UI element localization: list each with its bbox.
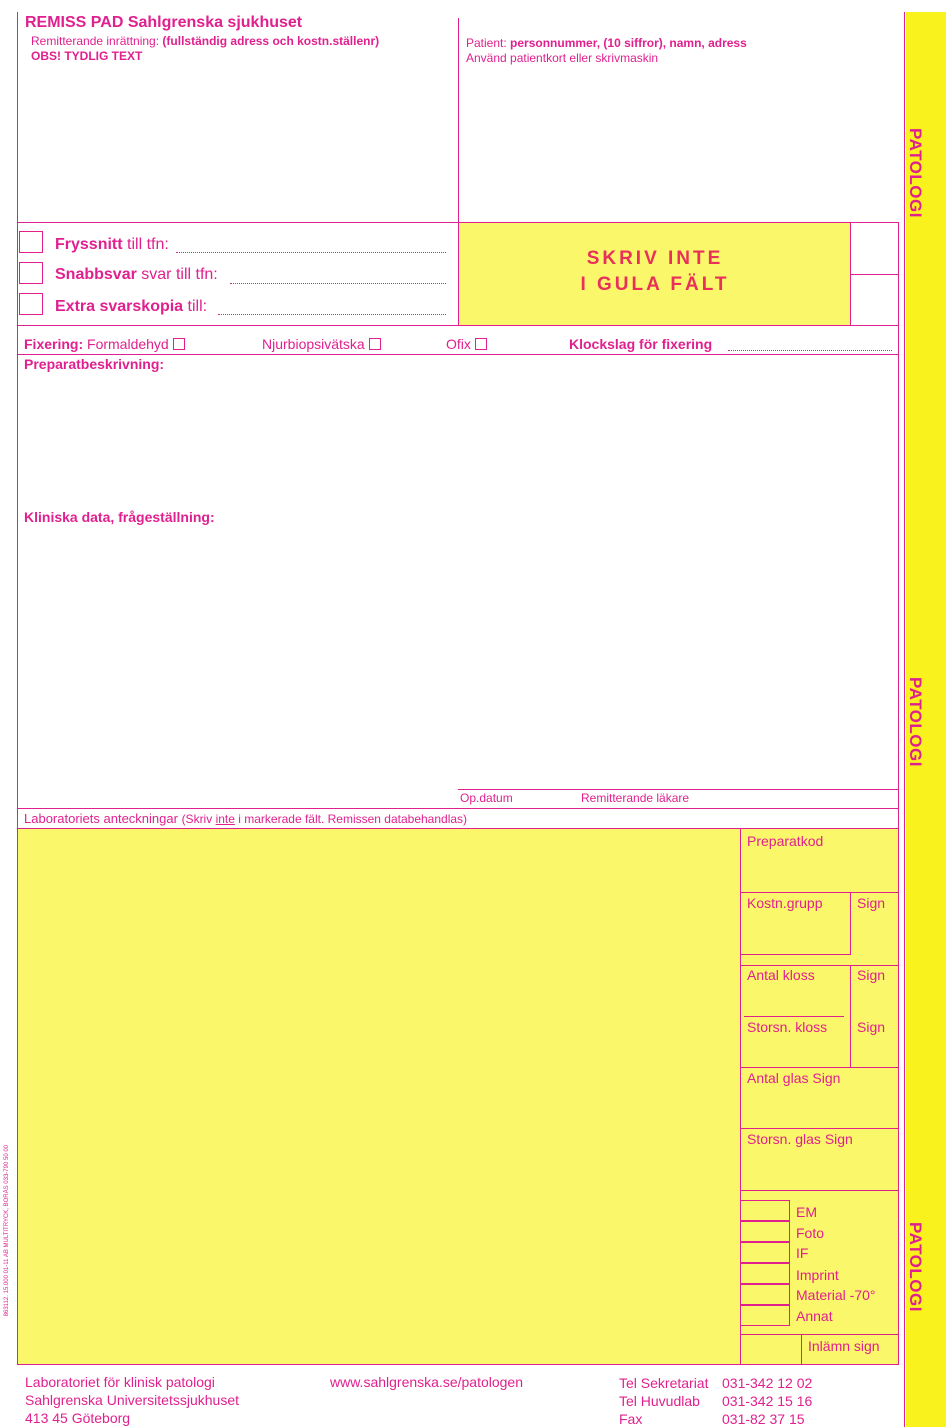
inlamn-divider [801, 1334, 802, 1365]
storsn-kloss-label: Storsn. kloss [747, 1019, 828, 1035]
side-label-bottom: PATOLOGI [906, 1222, 925, 1312]
patient-label-line [466, 36, 747, 50]
kostn-label: Kostn.grupp [747, 895, 823, 911]
storsn-glas-label: Storsn. glas Sign [747, 1131, 853, 1147]
opdatum-label: Op.datum [460, 791, 513, 805]
ofix-checkbox[interactable] [475, 338, 487, 350]
form-title: REMISS PAD Sahlgrenska sjukhuset [25, 14, 303, 31]
imprint-checkbox[interactable] [740, 1263, 790, 1284]
em-label: EM [796, 1204, 817, 1220]
njur-row [262, 336, 381, 352]
extra-checkbox[interactable] [19, 293, 43, 315]
foto-label: Foto [796, 1225, 825, 1241]
lakare-label: Remitterande läkare [581, 791, 690, 805]
formaldehyd-checkbox[interactable] [173, 338, 185, 350]
lab-note-underline: inte [215, 812, 235, 826]
fixation-bottom-line [17, 354, 899, 355]
kliniska-label: Kliniska data, frågeställning: [24, 509, 215, 525]
lab-note-pre: (Skriv [181, 812, 216, 826]
ofix-label: Ofix [446, 336, 471, 352]
side-label-top: PATOLOGI [906, 128, 925, 218]
footer-tel2-label: Tel Huvudlab [619, 1393, 700, 1409]
patient-label: Patient: [466, 36, 507, 50]
lab-title: Laboratoriets anteckningar [24, 811, 178, 826]
patient-bold: personnummer, (10 siffror), namn, adress [510, 36, 747, 50]
lab-area-top-line [17, 828, 899, 829]
imprint-label: Imprint [796, 1267, 839, 1283]
footer-tel1-label: Tel Sekretariat [619, 1375, 709, 1391]
preparatkod-bottom [740, 892, 898, 893]
footer-lab3: 413 45 Göteborg [25, 1410, 131, 1426]
lab-title-top-line [17, 808, 899, 809]
fixation-row [24, 336, 185, 352]
extra-copy-line[interactable] [218, 314, 446, 315]
footer-fax-label: Fax [619, 1411, 643, 1427]
preparatkod-label: Preparatkod [747, 833, 824, 849]
em-checkbox[interactable] [740, 1200, 790, 1221]
inlamn-label: Inlämn sign [808, 1338, 880, 1354]
extra-label [55, 298, 207, 316]
options-bottom-line [17, 325, 899, 326]
fryssnitt-bold: Fryssnitt [55, 236, 123, 253]
annat-checkbox[interactable] [740, 1305, 790, 1326]
kostn-sign: Sign [857, 895, 886, 911]
header-bottom-line [17, 222, 899, 223]
fryssnitt-phone-line[interactable] [176, 252, 446, 253]
foto-checkbox[interactable] [740, 1221, 790, 1242]
sender-bold: (fullständig adress och kostn.ställenr) [162, 34, 380, 48]
footer-lab2: Sahlgrenska Universitetssjukhuset [25, 1392, 239, 1408]
antal-kloss-label: Antal kloss [747, 967, 815, 983]
antal-glas-label: Antal glas Sign [747, 1070, 841, 1086]
kloss-mid [744, 1016, 844, 1017]
njur-checkbox[interactable] [369, 338, 381, 350]
footer-lab1: Laboratoriet för klinisk patologi [25, 1374, 215, 1390]
snabbsvar-phone-line[interactable] [230, 283, 446, 284]
skriv-inte-line1: SKRIV INTE [586, 248, 724, 269]
sender-label: Remitterande inrättning: [31, 34, 160, 48]
snabbsvar-bold: Snabbsvar [55, 266, 137, 283]
snabbsvar-checkbox[interactable] [19, 262, 43, 284]
form-bottom-line [17, 1364, 899, 1365]
fryssnitt-checkbox[interactable] [19, 231, 43, 253]
footer-tel1: 031-342 12 02 [722, 1375, 813, 1391]
fixation-label: Fixering: [24, 336, 84, 352]
form-right-border [898, 222, 899, 1365]
annat-label: Annat [796, 1308, 833, 1324]
extra-rest: till: [187, 298, 208, 315]
lab-notes-field [18, 829, 740, 1364]
lab-note [182, 812, 467, 826]
preparat-label: Preparatbeskrivning: [24, 356, 165, 372]
njur-label: Njurbiopsivätska [262, 336, 365, 352]
klockslag-label: Klockslag för fixering [569, 336, 713, 352]
patient-hint: Använd patientkort eller skrivmaskin [466, 51, 659, 65]
material-label: Material -70° [796, 1287, 876, 1303]
kloss-bottom [740, 1067, 898, 1068]
lab-note-post: i markerade fält. Remissen databehandlas) [234, 812, 468, 826]
kloss-sign-divider [850, 965, 851, 1067]
extra-bold: Extra svarskopia [55, 298, 184, 315]
fryssnitt-rest: till tfn: [127, 236, 169, 253]
obs-text: OBS! TYDLIG TEXT [31, 49, 143, 63]
side-label-middle: PATOLOGI [906, 677, 925, 767]
kloss-top [740, 965, 898, 966]
corner-box-mid [850, 274, 898, 275]
kostn-bottom [740, 954, 851, 955]
opdatum-top-line [458, 789, 899, 790]
material-checkbox[interactable] [740, 1284, 790, 1305]
snabbsvar-rest: svar till tfn: [141, 266, 218, 283]
fryssnitt-label [55, 236, 169, 254]
print-code: 863112. 15.000 01-11 AB MULTITRYCK, BORÅS 033-790 50 00 [4, 1145, 10, 1317]
antal-glas-bottom [740, 1128, 898, 1129]
storsn-glas-bottom [740, 1190, 898, 1191]
footer-fax: 031-82 37 15 [722, 1411, 805, 1427]
kostn-sign-divider [850, 892, 851, 954]
footer-web[interactable]: www.sahlgrenska.se/patologen [330, 1374, 524, 1390]
inlamn-top [740, 1334, 898, 1335]
formaldehyd-label: Formaldehyd [87, 336, 169, 352]
sender-label-line [31, 34, 379, 48]
if-checkbox[interactable] [740, 1242, 790, 1263]
klockslag-line[interactable] [728, 350, 892, 351]
antal-kloss-sign: Sign [857, 967, 886, 983]
form-left-border [17, 12, 18, 1365]
storsn-kloss-sign: Sign [857, 1019, 886, 1035]
if-label: IF [796, 1245, 809, 1261]
lab-title-row [24, 811, 467, 826]
skriv-inte-line2: I GULA FÄLT [580, 274, 730, 295]
snabbsvar-label [55, 266, 218, 284]
footer-tel2: 031-342 15 16 [722, 1393, 813, 1409]
ofix-row [446, 336, 487, 352]
